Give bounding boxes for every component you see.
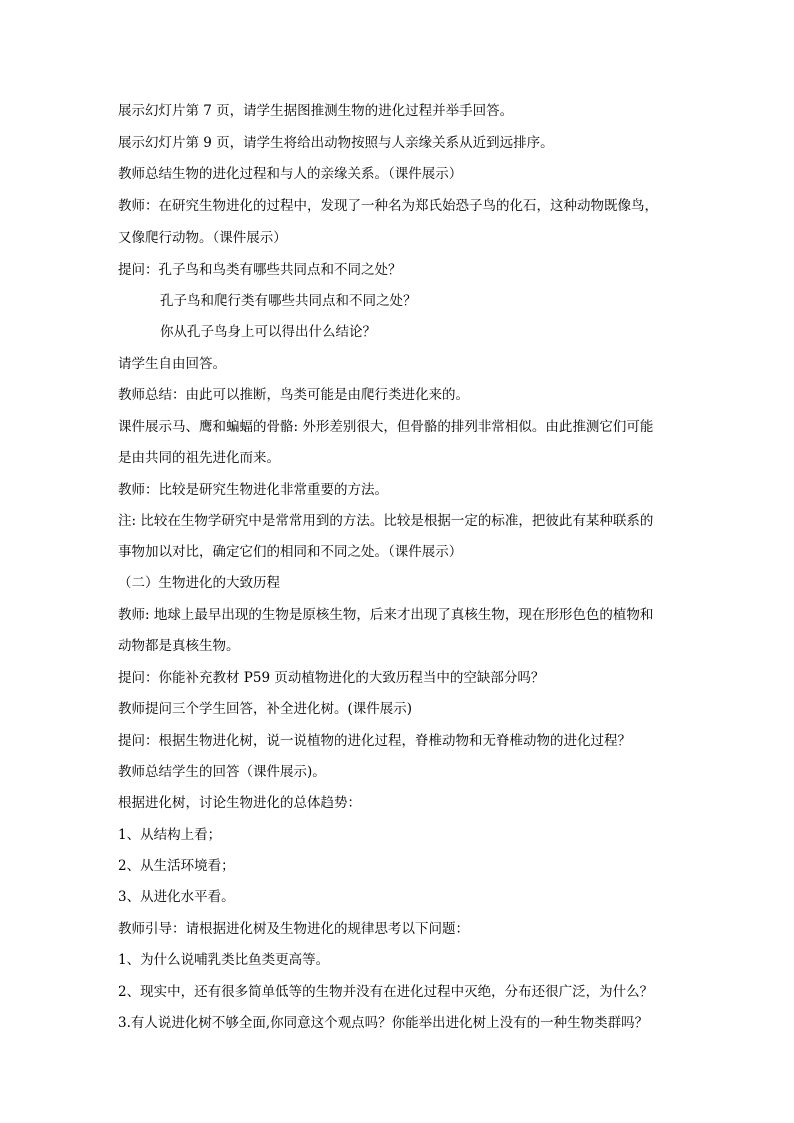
- text-line-17: 教师: 地球上最早出现的生物是原核生物，后来才出现了真核生物，现在形形色色的植物和: [118, 607, 654, 623]
- question-1: 1、为什么说哺乳类比鱼类更高等。: [118, 952, 330, 968]
- question-3: 3.有人说进化树不够全面,你同意这个观点吗？你能举出进化树上没有的一种生物类群吗？: [118, 1015, 649, 1031]
- text-line-15: 事物加以对比，确定它们的相同和不同之处。（课件展示）: [118, 544, 463, 560]
- text-line-1: 展示幻灯片第 7 页，请学生据图推测生物的进化过程并举手回答。: [118, 103, 514, 119]
- section-heading: （二）生物进化的大致历程: [118, 575, 280, 591]
- text-line-13: 教师：比较是研究生物进化非常重要的方法。: [118, 482, 388, 498]
- text-line-14: 注: 比较在生物学研究中是常常用到的方法。比较是根据一定的标准，把彼此有某种联系的: [118, 513, 654, 529]
- text-line-7: 孔子鸟和爬行类有哪些共同点和不同之处？: [160, 293, 417, 309]
- text-line-3: 教师总结生物的进化过程和与人的亲缘关系。（课件展示）: [118, 166, 463, 182]
- question-2: 2、现实中，还有很多简单低等的生物并没有在进化过程中灭绝，分布还很广泛，为什么？: [118, 984, 654, 1000]
- text-line-9: 请学生自由回答。: [118, 356, 226, 372]
- text-line-8: 你从孔子鸟身上可以得出什么结论？: [160, 324, 376, 340]
- text-line-2: 展示幻灯片第 9 页，请学生将给出动物按照与人亲缘关系从近到远排序。: [118, 135, 554, 151]
- text-line-27: 教师引导：请根据进化树及生物进化的规律思考以下问题：: [118, 921, 469, 937]
- text-line-22: 教师总结学生的回答（课件展示)。: [118, 764, 326, 780]
- text-line-11: 课件展示马、鹰和蝙蝠的骨骼: 外形差别很大，但骨骼的排列非常相似。由此推测它们可能: [118, 419, 654, 435]
- list-item-3: 3、从进化水平看。: [118, 889, 235, 905]
- list-item-1: 1、从结构上看；: [118, 827, 222, 843]
- text-line-20: 教师提问三个学生回答，补全进化树。(课件展示): [118, 701, 413, 717]
- text-line-21: 提问：根据生物进化树，说一说植物的进化过程，脊椎动物和无脊椎动物的进化过程？: [118, 733, 631, 749]
- text-line-5: 又像爬行动物。（课件展示）: [118, 230, 287, 246]
- list-item-2: 2、从生活环境看；: [118, 858, 235, 874]
- text-line-12: 是由共同的祖先进化而来。: [118, 450, 280, 466]
- text-line-6: 提问：孔子鸟和鸟类有哪些共同点和不同之处？: [118, 262, 402, 278]
- text-line-18: 动物都是真核生物。: [118, 638, 240, 654]
- text-line-4: 教师：在研究生物进化的过程中，发现了一种名为郑氏始恐子鸟的化石，这种动物既像鸟，: [118, 198, 658, 214]
- text-line-23: 根据进化树，讨论生物进化的总体趋势：: [118, 795, 361, 811]
- text-line-19: 提问：你能补充教材 P59 页动植物进化的大致历程当中的空缺部分吗？: [118, 670, 545, 686]
- text-line-10: 教师总结：由此可以推断，鸟类可能是由爬行类进化来的。: [118, 387, 469, 403]
